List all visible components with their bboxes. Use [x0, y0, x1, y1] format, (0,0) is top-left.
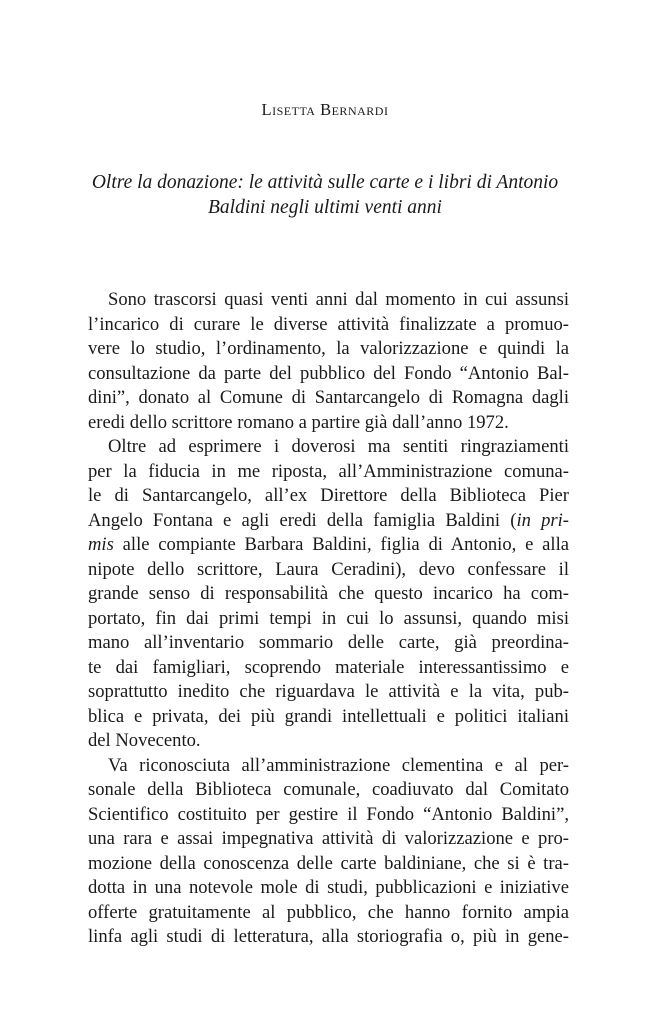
text-line: consultazione da parte del pubblico del Fondo “Antonio Bal- — [88, 362, 569, 384]
article-title — [60, 170, 590, 220]
text-line: blica e privata, dei più grandi intellettuali e politici italiani — [88, 705, 569, 727]
text-line: nipote dello scrittore, Laura Ceradini), devo confessare il — [88, 558, 569, 580]
text-line: te dai famigliari, scoprendo materiale interessantissimo e — [88, 656, 569, 678]
italic-segment: mis — [88, 534, 114, 555]
text-line: Oltre ad esprimere i doverosi ma sentiti ringraziamenti — [108, 436, 569, 457]
text-line: del Novecento. — [88, 730, 201, 751]
text-line — [88, 509, 569, 534]
text-line: sonale della Biblioteca comunale, coadiuvato dal Comitato — [88, 779, 569, 800]
text-line: Scientifico costituito per gestire il Fondo “Antonio Baldini”, — [88, 803, 569, 825]
text-line: linfa agli studi di letteratura, alla storiografia o, più in gene- — [88, 926, 569, 947]
text-line: le di Santarcangelo, all’ex Direttore della Biblioteca Pier — [88, 485, 569, 506]
text-line: una rara e assai impegnativa attività di valorizzazione e pro- — [88, 828, 569, 849]
text-line: Va riconosciuta all’amministrazione clementina e al per- — [108, 754, 569, 776]
text-line: per la fiducia in me riposta, all’Amministrazione comuna- — [88, 460, 569, 482]
article-title-line: Oltre la donazione: le attività sulle carte e i libri di Antonio — [91, 172, 559, 193]
text-line: mano all’inventario sommario delle carte, già preordina- — [88, 632, 569, 653]
text-segment: Angelo Fontana e agli eredi della famiglia Baldini ( — [88, 509, 517, 531]
text-line: l’incarico di curare le diverse attività finalizzate a promuo- — [88, 313, 569, 335]
text-line: vere lo studio, l’ordinamento, la valorizzazione e quindi la — [88, 338, 569, 359]
text-line: dini”, donato al Comune di Santarcangelo di Romagna dagli — [88, 387, 569, 408]
author-name: Lisetta Bernardi — [261, 100, 389, 119]
text-line — [88, 533, 569, 558]
text-line: Sono trascorsi quasi venti anni dal momento in cui assunsi — [108, 289, 569, 310]
text-line: portato, fin dai primi tempi in cui lo assunsi, quando misi — [88, 607, 569, 629]
article-title-line: Baldini negli ultimi venti anni — [208, 197, 442, 218]
text-line: dotta in una notevole mole di studi, pubblicazioni e iniziative — [88, 877, 569, 898]
text-line: soprattutto inedito che riguardava le attività e la vita, pub- — [88, 681, 569, 702]
text-line: eredi dello scrittore romano a partire già dall’anno 1972. — [88, 411, 509, 433]
text-segment: alle compiante Barbara Baldini, figlia di Antonio, e alla — [113, 534, 569, 555]
text-line: offerte gratuitamente al pubblico, che hanno fornito ampia — [88, 901, 569, 923]
text-line: grande senso di responsabilità che questo incarico ha com- — [88, 583, 569, 604]
body-text — [88, 288, 569, 950]
text-line: mozione della conoscenza delle carte baldiniane, che si è tra- — [88, 852, 569, 874]
italic-segment: in pri- — [516, 509, 569, 531]
